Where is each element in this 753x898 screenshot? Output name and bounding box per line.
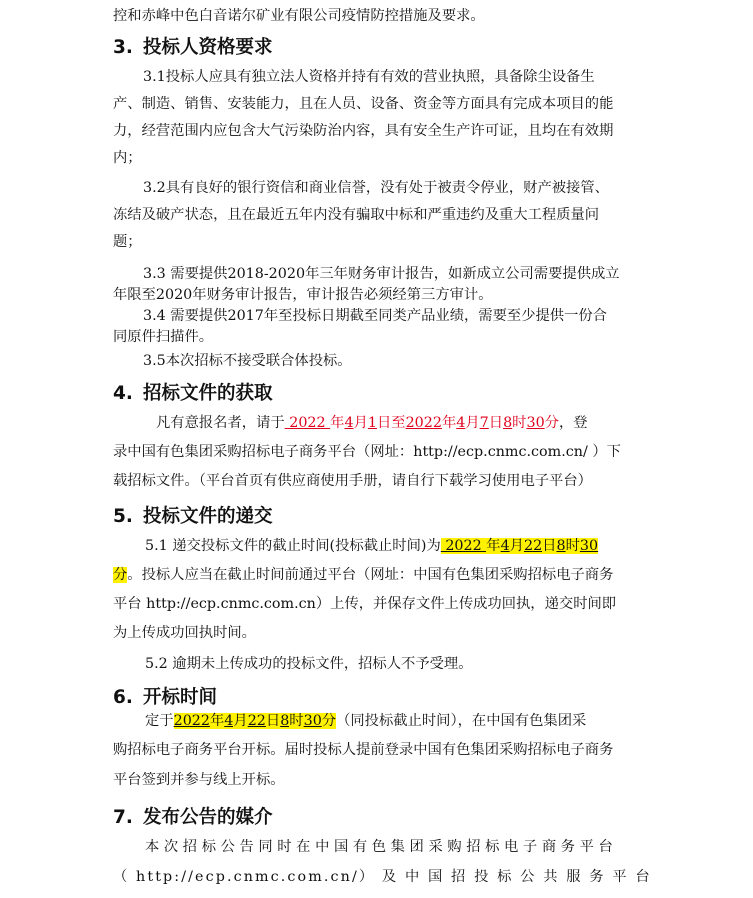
text-span: 年 xyxy=(486,538,501,554)
text-span: 。 xyxy=(127,567,142,583)
text-line xyxy=(113,565,613,585)
date-end-hour: 8 xyxy=(503,415,513,431)
date-start-day: 1 xyxy=(367,415,377,431)
section-heading-6 xyxy=(113,686,217,710)
text-span: 年 xyxy=(330,415,345,431)
submission-deadline-line xyxy=(145,536,598,556)
text-span: 年 xyxy=(209,713,225,729)
text-line: 平台 http://ecp.cnmc.com.cn）上传，并保存文件上传成功回执，递交时间即 xyxy=(113,596,617,612)
section-heading-4 xyxy=(113,382,273,406)
opening-hour: 8 xyxy=(280,713,290,729)
registration-period-line xyxy=(156,413,588,433)
section-heading-3 xyxy=(113,36,273,60)
text-line: 产、制造、销售、安装能力，且在人员、设备、资金等方面具有完成本项目的能 xyxy=(113,96,614,112)
text-span: 日 xyxy=(488,415,504,431)
heading-text: 开标时间 xyxy=(143,687,218,708)
text-span: 时 xyxy=(512,415,527,431)
text-span: 分 xyxy=(321,713,337,729)
opening-month: 4 xyxy=(224,713,234,729)
text-line: 为上传成功回执时间。 xyxy=(113,625,256,641)
text-line: 平台签到并参与线上开标。 xyxy=(113,772,285,788)
text-line: 3.3 需要提供2018-2020年三年财务审计报告，如新成立公司需要提供成立 xyxy=(143,266,620,282)
text-span: 日至 xyxy=(376,415,406,431)
text-span: 分 xyxy=(113,567,128,583)
text-line: 3.2具有良好的银行资信和商业信誉，没有处于被责令停业，财产被接管、 xyxy=(143,180,609,196)
text-span: 投标人应当在截止时间前通过平台（网址：中国有色集团采购招标电子商务 xyxy=(141,567,614,583)
text-span: 凡有意报名者，请于 xyxy=(156,415,285,431)
heading-number: 3. xyxy=(113,37,133,58)
heading-text: 发布公告的媒介 xyxy=(143,807,273,828)
date-end-day: 7 xyxy=(479,415,489,431)
date-end-year: 2022 xyxy=(405,415,442,431)
deadline-hour: 8 xyxy=(556,538,566,554)
text-line: 年限至2020年财务审计报告，审计报告必须经第三方审计。 xyxy=(113,287,493,303)
text-line: 控和赤峰中色白音诺尔矿业有限公司疫情防控措施及要求。 xyxy=(113,8,485,24)
date-end-minute: 30 xyxy=(526,415,545,431)
heading-text: 招标文件的获取 xyxy=(143,383,273,404)
text-line: 力，经营范围内应包含大气污染防治内容，具有安全生产许可证，且均在有效期 xyxy=(113,123,614,139)
text-line: 录中国有色集团采购招标电子商务平台（网址：http://ecp.cnmc.com.cn/ ）下 xyxy=(113,444,621,460)
heading-number: 4. xyxy=(113,383,133,404)
bid-opening-line xyxy=(145,711,586,731)
text-span: 月 xyxy=(353,415,368,431)
text-span: 分 xyxy=(544,415,559,431)
text-span: （同投标截止时间），在中国有色集团采 xyxy=(336,713,587,729)
date-end-month: 4 xyxy=(456,415,466,431)
date-start-year: 2022 xyxy=(284,415,331,431)
text-span: 月 xyxy=(233,713,248,729)
heading-number: 5. xyxy=(113,506,133,527)
text-line: 3.1投标人应具有独立法人资格并持有有效的营业执照，具备除尘设备生 xyxy=(143,69,595,85)
opening-year: 2022 xyxy=(173,713,210,729)
heading-number: 6. xyxy=(113,687,133,708)
text-span: 月 xyxy=(465,415,480,431)
text-line: 同原件扫描件。 xyxy=(113,329,214,345)
text-span: 时 xyxy=(289,713,304,729)
deadline-minute: 30 xyxy=(579,538,599,554)
deadline-day: 22 xyxy=(523,538,543,554)
deadline-year: 2022 xyxy=(440,538,487,554)
text-line: 3.5本次招标不接受联合体投标。 xyxy=(143,353,352,369)
text-span: 日 xyxy=(265,713,281,729)
text-span: 日 xyxy=(542,538,557,554)
heading-text: 投标文件的递交 xyxy=(143,506,273,527)
text-line: 购招标电子商务平台开标。届时投标人提前登录中国有色集团采购招标电子商务 xyxy=(113,742,614,758)
opening-day: 22 xyxy=(247,713,266,729)
section-heading-5 xyxy=(113,505,273,529)
section-heading-7 xyxy=(113,806,273,830)
text-span: 5.1 递交投标文件的截止时间(投标截止时间)为 xyxy=(145,538,441,554)
heading-number: 7. xyxy=(113,807,133,828)
text-line: 5.2 逾期未上传成功的投标文件，招标人不予受理。 xyxy=(145,656,473,672)
text-line: 题； xyxy=(113,234,142,250)
text-span: 年 xyxy=(441,415,457,431)
opening-minute: 30 xyxy=(303,713,322,729)
date-start-month: 4 xyxy=(344,415,354,431)
deadline-month: 4 xyxy=(500,538,510,554)
text-line: 本次招标公告同时在中国有色集团采购招标电子商务平台 xyxy=(145,839,618,855)
heading-text: 投标人资格要求 xyxy=(143,37,273,58)
text-line: 冻结及破产状态，且在最近五年内没有骗取中标和严重违约及重大工程质量问 xyxy=(113,207,600,223)
text-line: 内； xyxy=(113,150,142,166)
text-span: 月 xyxy=(509,538,524,554)
text-span: 定于 xyxy=(145,713,174,729)
text-line: 3.4 需要提供2017年至投标日期截至同类产品业绩，需要至少提供一份合 xyxy=(143,308,607,324)
text-span: 时 xyxy=(565,538,580,554)
text-line: （ http://ecp.cnmc.com.cn/） 及 中 国 招 投 标 公 共 服 务 平 台 xyxy=(113,869,652,885)
text-span: ，登 xyxy=(558,415,588,431)
text-line: 载招标文件。（平台首页有供应商使用手册，请自行下载学习使用电子平台） xyxy=(113,473,592,489)
